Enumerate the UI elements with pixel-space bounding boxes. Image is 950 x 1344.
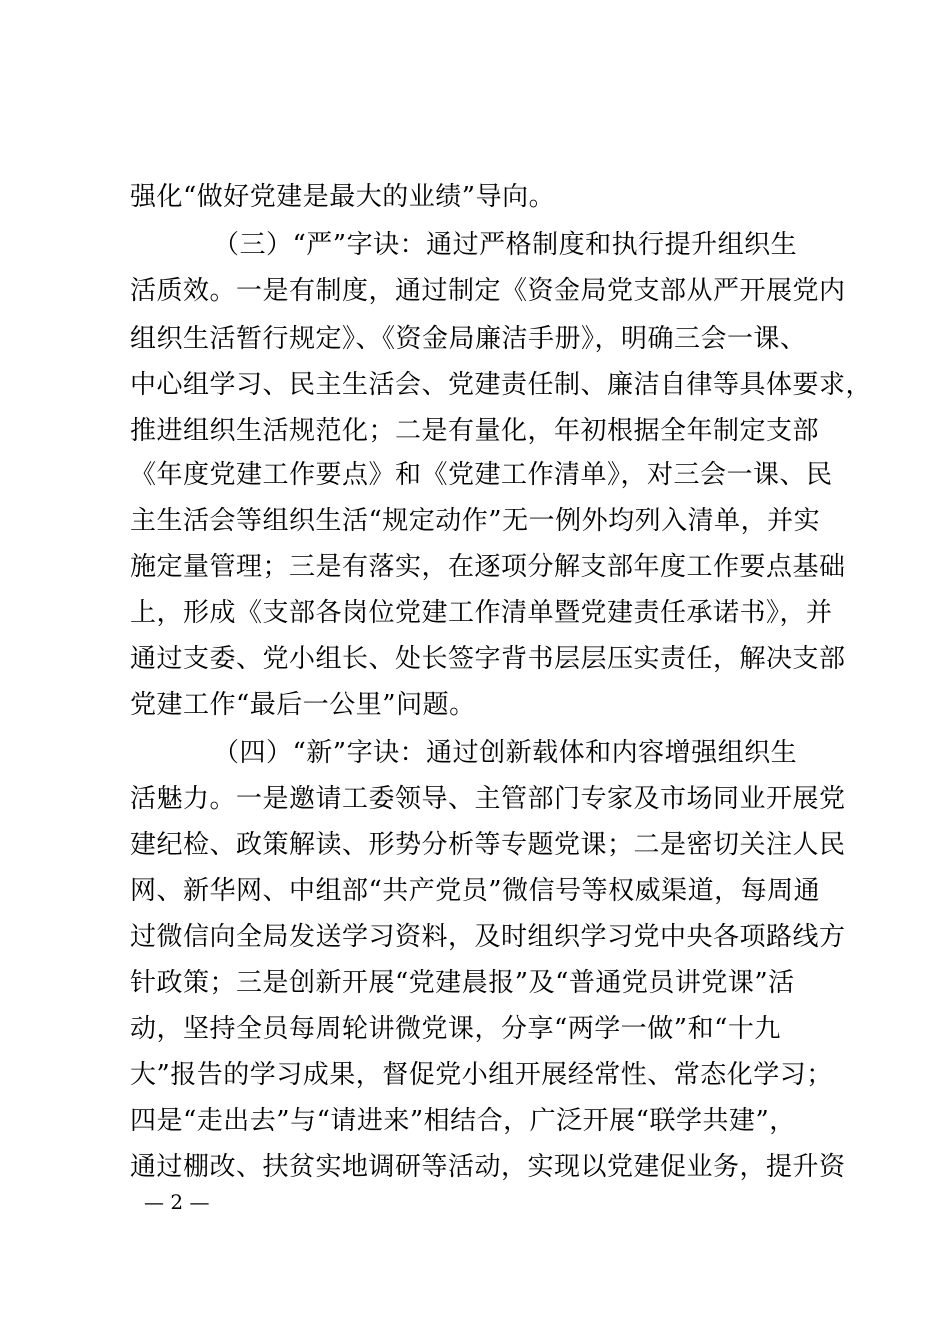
text-line-8: 主生活会等组织生活“规定动作”无一例外均列入清单，并实 bbox=[130, 506, 821, 536]
text-line-16: 网、新华网、中组部“共产党员”微信号等权威渠道，每周通 bbox=[130, 876, 821, 906]
text-line-18: 针政策；三是创新开展“党建晨报”及“普通党员讲党课”活 bbox=[130, 968, 795, 998]
section-heading-4: （四）“新”字诀：通过创新载体和内容增强组织生 bbox=[213, 738, 798, 768]
text-line-22: 通过棚改、扶贫实地调研等活动，实现以党建促业务，提升资 bbox=[130, 1152, 846, 1182]
text-line-9: 施定量管理；三是有落实，在逐项分解支部年度工作要点基础 bbox=[130, 552, 846, 582]
text-line-15: 建纪检、政策解读、形势分析等专题党课；二是密切关注人民 bbox=[130, 830, 846, 860]
text-line-19: 动，坚持全员每周轮讲微党课，分享“两学一做”和“十九 bbox=[130, 1014, 781, 1044]
text-line-11: 通过支委、党小组长、处长签字背书层层压实责任，解决支部 bbox=[130, 644, 846, 674]
text-line-4: 组织生活暂行规定》、《资金局廉洁手册》，明确三会一课、 bbox=[130, 324, 807, 354]
text-line-7: 《年度党建工作要点》和《党建工作清单》，对三会一课、民 bbox=[130, 460, 833, 490]
text-line-17: 过微信向全局发送学习资料，及时组织学习党中央各项路线方 bbox=[130, 922, 846, 952]
text-line-6: 推进组织生活规范化；二是有量化，年初根据全年制定支部 bbox=[130, 416, 820, 446]
text-line-14: 活魅力。一是邀请工委领导、主管部门专家及市场同业开展党 bbox=[130, 784, 846, 814]
text-line-10: 上，形成《支部各岗位党建工作清单暨党建责任承诺书》，并 bbox=[130, 598, 833, 628]
text-line-12: 党建工作“最后一公里”问题。 bbox=[130, 690, 476, 720]
page-number: — 2 — bbox=[144, 1190, 210, 1214]
text-line-20: 大”报告的学习成果，督促党小组开展经常性、常态化学习； bbox=[130, 1060, 833, 1090]
section-heading-3: （三）“严”字诀：通过严格制度和执行提升组织生 bbox=[213, 230, 798, 260]
text-line-5: 中心组学习、民主生活会、党建责任制、廉洁自律等具体要求， bbox=[130, 370, 873, 400]
text-line-21: 四是“走出去”与“请进来”相结合，广泛开展“联学共建”， bbox=[130, 1106, 796, 1136]
text-line-3: 活质效。一是有制度，通过制定《资金局党支部从严开展党内 bbox=[130, 276, 846, 306]
text-line-1: 强化“做好党建是最大的业绩”导向。 bbox=[130, 182, 556, 212]
